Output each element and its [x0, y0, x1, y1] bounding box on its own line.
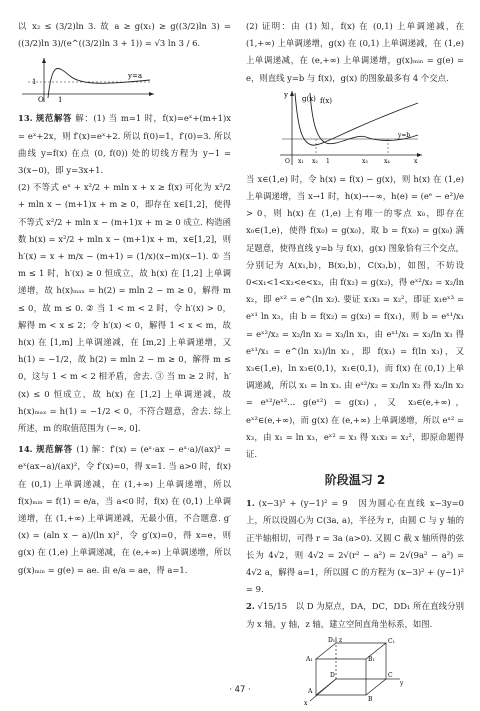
left-column [18, 18, 231, 579]
q13-number: 13. [18, 113, 33, 124]
page-number: · 47 · [229, 684, 251, 694]
fig3-label-a: A [308, 687, 313, 695]
fig2-label-x4: x₄ [384, 157, 390, 165]
fig3-label-y: y [400, 679, 404, 687]
q14-number: 14. [18, 444, 33, 455]
q14-part1 [18, 441, 231, 579]
fig2-label-one: 1 [326, 157, 330, 165]
q13-part2: (2) 不等式 eˣ + x²/2 + mln x + x ≥ f(x) 可化为 x²/2 + mln x − (m+1)x + m ≥ 0，即存在 x∈[1,2]，使得不等式 x²/2 + mln x − (m+1)x + m ≥ 0 成立. 构造函数 h(x) = x²/2 + mln x − (m+1)x + m，x∈[1,2]，则 h′(x) = x + m/x − (m+1) = (1/x)(x−m)(x−1). ① 当 m ≤ 1 时，h′(x) ≥ 0 恒成立，故 h(x) 在 [1,2] 上单调递增，故 h(x)ₘₐₓ = h(2) = mln 2 − m ≥ 0，解得 m ≤ 0，故 m ≤ 0. ② 当 1 < m < 2 时，令 h′(x) > 0，解得 m < x ≤ 2；令 h′(x) < 0，解得 1 < x < m，故 h(x) 在 [1,m] 上单调递减，在 [m,2] 上单调递增，又 h(1) = −1/2，故 h(2) = mln 2 − m ≥ 0，解得 m ≤ 0，这与 1 < m < 2 相矛盾，舍去. ③ 当 m ≥ 2 时，h′(x) ≤ 0 恒成立，故 h(x) 在 [1,2] 上单调递减，故 h(x)ₘₐₓ = h(1) = −1/2 < 0，不符合题意，舍去. 综上所述，m 的取值范围为 (−∞, 0]. [18, 182, 231, 434]
fig3-label-b: B [368, 695, 373, 703]
section-title: 阶段温习 2 [324, 473, 386, 488]
fig2-label-yb: y=b [398, 131, 411, 139]
q13-heading: 规范解答 [35, 113, 73, 124]
fig1-label-origin: O [38, 96, 44, 105]
right-column [246, 18, 464, 709]
q13-part1-text: 解：(1) 当 m=1 时，f(x)=eˣ+(m+1)x = eˣ+2x，则 f′(x)=eˣ+2. 所以 f(0)=1，f′(0)=3. 所以曲线 y=f(x) 在点 (0, f(0)) 处的切线方程为 y−1 = 3(x−0)，即 y=3x+1. [18, 113, 232, 176]
fig1-label-x1: 1 [58, 96, 63, 105]
intro-paragraph: 以 x₂ ≤ (3/2)ln 3. 故 a ≥ g(x₁) ≥ g((3/2)ln 3) = ((3/2)ln 3)/(e^((3/2)ln 3 + 1)) = √3 ln 3 / 6. [18, 21, 231, 49]
answer-2 [246, 598, 464, 632]
fig3-label-x: x [304, 699, 308, 707]
q14-part1-text: (1) 解：f′(x) = (eˣ·ax − eˣ·a)/(ax)² = eˣ(ax−a)/(ax)²，令 f′(x)=0，得 x=1. 当 a>0 时，f(x) 在 (0,1) 上单调递减，在 (1,+∞) 上单调递增，所以 f(x)ₘᵢₙ = f(1) = e/a，当 a<0 时，f(x) 在 (0,1) 上单调递增，在 (1,+∞) 上单调递减，无最小值，不合题意. g′(x) = (aln x − a)/(ln x)²，令 g′(x)=0，得 x=e，则 g(x) 在 (1,e) 上单调递减，在 (e,+∞) 上单调递增，所以 g(x)ₘᵢₙ = g(e) = ae. 由 e/a = ae，得 a=1. [18, 444, 231, 575]
q14-part2-intro: (2) 证明：由 (1) 知，f(x) 在 (0,1) 上单调递减，在 (1,+∞) 上单调递增，g(x) 在 (0,1) 上单调递减，在 (1,e) 上单调递减，在 (e,+∞) 上单调递增，g(x)ₘᵢₙ = g(e) = e，则直线 y=b 与 f(x)，g(x) 的图象最多有 4 个交点. [246, 21, 464, 83]
fig3-label-c: C [388, 671, 393, 679]
fig3-label-z: z [339, 636, 343, 644]
answer-1 [246, 495, 464, 598]
fig3-label-d: D [330, 671, 335, 679]
fig2-label-x2: x₂ [312, 157, 318, 165]
figure-fg-graph [276, 89, 426, 169]
fig2-label-x: x [414, 157, 418, 165]
answer-2-text: √15/15 以 D 为原点，DA，DC，DD₁ 所在直线分别为 x 轴，y 轴，z 轴，建立空间直角坐标系，如图. [246, 601, 464, 629]
fig2-label-f: f(x) [320, 96, 333, 105]
answer-2-number: 2. [246, 601, 255, 612]
fig1-label-1: 1 [32, 78, 37, 87]
fig1-label-ya: y=a [128, 72, 142, 81]
fig2-label-g: g(x) [302, 94, 316, 103]
q14-heading: 规范解答 [36, 444, 73, 455]
fig2-label-y: y [284, 90, 288, 99]
fig3-label-c1: C₁ [388, 637, 395, 645]
fig3-label-d1: D₁ [328, 636, 336, 644]
q13-part1 [18, 110, 231, 179]
fig3-label-a1: A₁ [306, 655, 313, 663]
figure-f-graph [18, 54, 158, 106]
fig2-label-x3: x₃ [362, 157, 368, 165]
figure-cube [296, 635, 406, 707]
answer-1-number: 1. [246, 498, 255, 509]
fig3-label-b1: B₁ [368, 655, 375, 663]
answer-1-text: (x−3)² + (y−1)² = 9 因为圆心在直线 x−3y=0 上，所以设圆心为 C(3a, a)，半径为 r，由圆 C 与 y 轴的正半轴相切，可得 r = 3a (a>0). 又圆 C 截 x 轴所得的弦长为 4√2，则 4√2 = 2√(r² − a²) = 2√(9a² − a²) = 4√2 a，解得 a=1，所以圆 C 的方程为 (x−3)² + (y−1)² = 9. [246, 498, 464, 595]
fig2-label-origin: O [285, 157, 290, 165]
fig2-label-x1: x₁ [298, 157, 304, 165]
q14-part2-proof: 当 x∈(1,e) 时，令 h(x) = f(x) − g(x)，则 h(x) 在 (1,e) 上单调递增，当 x→1 时，h(x)→−∞，h(e) = (eᵉ − e²)/e > 0，则 h(x) 在 (1,e) 上有唯一的零点 x₀，即存在 x₀∈(1,e)，使得 f(x₀) = g(x₀)，取 b = f(x₀) = g(x₀) 满足题意，使得直线 y=b 与 f(x)，g(x) 图象恰有三个交点，分别记为 A(x₁,b)，B(x₂,b)，C(x₃,b)，如图，不妨设 0<x₁<1<x₂<e<x₃，由 f(x₂) = g(x₂)，得 eˣ²/x₂ = x₂/ln x₂，即 eˣ² = e^(ln x₂). 要证 x₁x₃ = x₂²，即证 x₁eˣ³ = eˣ¹ ln x₃，由 b = f(x₂) = g(x₂) = f(x₁)，则 b = eˣ¹/x₁ = eˣ²/x₂ = x₂/ln x₂ = x₃/ln x₃，由 eˣ¹/x₁ = x₃/ln x₃ 得 eˣ¹/x₁ = e^(ln x₃)/ln x₃，即 f(x₁) = f(ln x₃)，又 x₃∈(1,e)，ln x₃∈(0,1)，x₁∈(0,1)，而 f(x) 在 (0,1) 上单调递减，所以 x₁ = ln x₃. 由 eˣ²/x₂ = x₂/ln x₂ 得 x₂/ln x₂ = eˣ²/eˣ²... g(eˣ²) = g(x₃)，又 x₃∈(e,+∞)，eˣ²∈(e,+∞)，而 g(x) 在 (e,+∞) 上单调递增，所以 eˣ² = x₃，由 x₁ = ln x₃，eˣ² = x₃ 得 x₁x₃ = x₂²，即原命题得证. [246, 173, 464, 460]
